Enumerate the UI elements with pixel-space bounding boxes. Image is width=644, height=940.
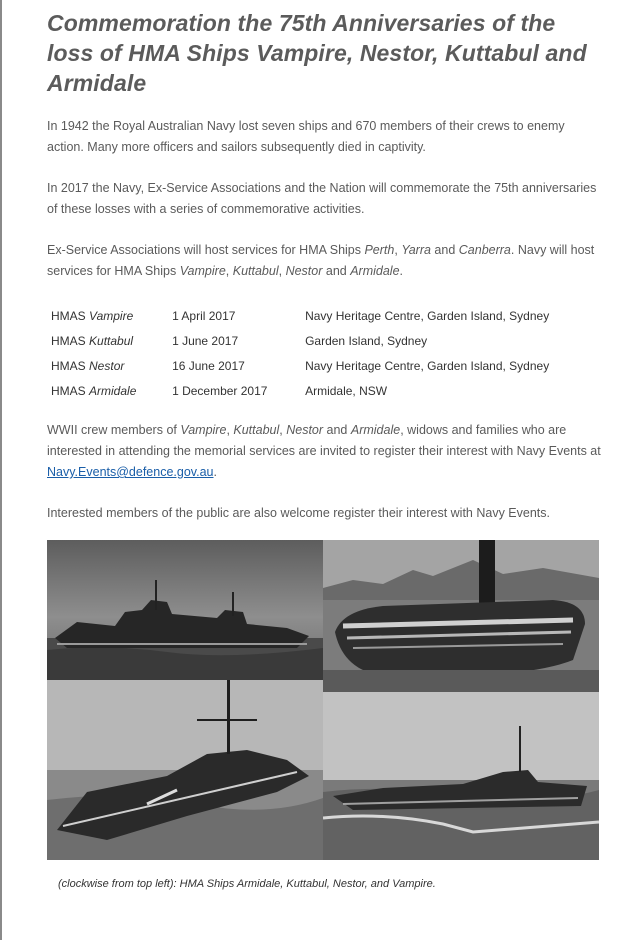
- date-cell: 16 June 2017: [172, 358, 245, 373]
- ship-name: Armidale: [350, 264, 400, 278]
- ship-cell: HMAS Nestor: [51, 358, 125, 373]
- ship-cell: HMAS Vampire: [51, 308, 134, 323]
- kuttabul-photo: [323, 540, 599, 692]
- table-row: [51, 378, 602, 403]
- ship-name: Vampire: [179, 264, 226, 278]
- register-paragraph: WWII crew members of Vampire, Kuttabul, Nestor and Armidale, widows and families who are interested in attending the memorial services are invited to register their interest with Navy Events at Navy.Events@defence.gov.au.: [47, 423, 601, 479]
- public-paragraph: Interested members of the public are also welcome register their interest with Navy Events.: [47, 506, 550, 520]
- ship-name: Nestor: [285, 264, 323, 278]
- ship-cell: HMAS Kuttabul: [51, 333, 134, 348]
- date-cell: 1 June 2017: [172, 333, 239, 348]
- ship-name: Yarra: [401, 243, 431, 257]
- ship-photo-collage: [47, 540, 599, 860]
- table-row: [51, 303, 602, 328]
- article: [47, 0, 602, 524]
- left-border: [0, 0, 2, 940]
- table-row: [51, 328, 602, 353]
- ship-name: Kuttabul: [232, 264, 279, 278]
- nestor-photo: [323, 692, 599, 860]
- ship-cell: HMAS Armidale: [51, 383, 137, 398]
- armidale-photo: [47, 540, 323, 680]
- events-table: [51, 303, 602, 403]
- date-cell: 1 December 2017: [172, 383, 268, 398]
- ship-name: Canberra: [458, 243, 511, 257]
- date-cell: 1 April 2017: [172, 308, 236, 323]
- location-cell: Navy Heritage Centre, Garden Island, Sydney: [305, 308, 550, 323]
- table-row: [51, 353, 602, 378]
- location-cell: Armidale, NSW: [305, 383, 388, 398]
- location-cell: Navy Heritage Centre, Garden Island, Sydney: [305, 358, 550, 373]
- navy-events-email-link[interactable]: Navy.Events@defence.gov.au: [47, 465, 214, 479]
- vampire-photo: [47, 680, 323, 860]
- services-paragraph: Ex-Service Associations will host services for HMA Ships Perth, Yarra and Canberra. Navy will host services for HMA Ships Vampire, Kuttabul, Nestor and Armidale.: [47, 243, 595, 278]
- commemoration-paragraph: In 2017 the Navy, Ex-Service Associations and the Nation will commemorate the 75th anniversaries of these losses with a series of commemorative activities.: [47, 181, 597, 216]
- photo-caption: (clockwise from top left): HMA Ships Armidale, Kuttabul, Nestor, and Vampire.: [58, 878, 436, 890]
- location-cell: Garden Island, Sydney: [305, 333, 428, 348]
- intro-paragraph: In 1942 the Royal Australian Navy lost seven ships and 670 members of their crews to enemy action. Many more officers and sailors subsequently died in captivity.: [47, 119, 565, 154]
- page-title: Commemoration the 75th Anniversaries of the loss of HMA Ships Vampire, Nestor, Kuttabul and Armidale: [47, 10, 587, 96]
- ship-name: Perth: [364, 243, 395, 257]
